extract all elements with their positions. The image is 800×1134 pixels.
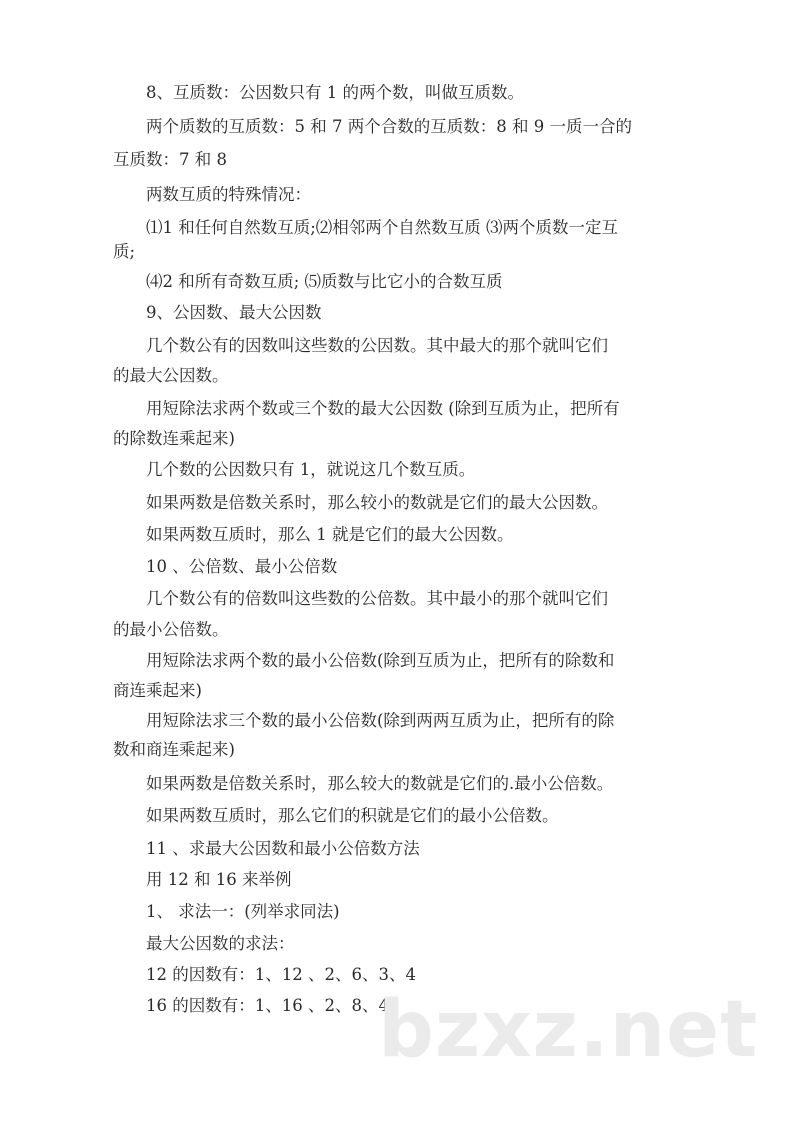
- text-line: 9、公因数、最大公因数: [146, 303, 322, 322]
- text-line: 如果两数是倍数关系时，那么较小的数就是它们的最大公因数。: [146, 493, 608, 512]
- text-line: 11 、求最大公因数和最小公倍数方法: [146, 839, 420, 858]
- text-line: 16 的因数有：1、16 、2、8、4: [146, 996, 389, 1015]
- text-line: 用 12 和 16 来举例: [146, 870, 292, 889]
- text-line: 几个数公有的倍数叫这些数的公倍数。其中最小的那个就叫它们: [146, 589, 608, 608]
- watermark: bzxz.net: [378, 985, 759, 1075]
- text-line: 用短除法求两个数的最小公倍数(除到互质为止，把所有的除数和: [146, 651, 615, 670]
- text-line: 互质数：7 和 8: [113, 150, 227, 169]
- text-line: 几个数公有的因数叫这些数的公因数。其中最大的那个就叫它们: [146, 336, 608, 355]
- text-line: 1、 求法一：(列举求同法): [146, 902, 340, 921]
- text-line: 质;: [113, 242, 136, 261]
- text-line: 用短除法求两个数或三个数的最大公因数 (除到互质为止，把所有: [146, 399, 620, 418]
- text-line: 8、互质数：公因数只有 1 的两个数，叫做互质数。: [146, 83, 524, 102]
- text-line: 用短除法求三个数的最小公倍数(除到两两互质为止，把所有的除: [146, 711, 615, 730]
- text-line: 最大公因数的求法：: [146, 934, 295, 953]
- text-line: 数和商连乘起来): [113, 740, 235, 759]
- text-line: 的除数连乘起来): [113, 429, 235, 448]
- text-line: 两数互质的特殊情况：: [146, 185, 311, 204]
- text-line: 12 的因数有：1、12 、2、6、3、4: [146, 965, 416, 984]
- text-line: 的最大公因数。: [113, 366, 229, 385]
- text-line: 10 、公倍数、最小公倍数: [146, 557, 338, 576]
- text-line: 商连乘起来): [113, 681, 202, 700]
- text-line: ⑷2 和所有奇数互质; ⑸质数与比它小的合数互质: [146, 272, 503, 291]
- text-line: 如果两数互质时，那么 1 就是它们的最大公因数。: [146, 525, 514, 544]
- text-line: ⑴1 和任何自然数互质;⑵相邻两个自然数互质 ⑶两个质数一定互: [146, 218, 619, 237]
- text-line: 几个数的公因数只有 1，就说这几个数互质。: [146, 460, 476, 479]
- text-line: 两个质数的互质数：5 和 7 两个合数的互质数：8 和 9 一质一合的: [146, 117, 632, 136]
- text-line: 的最小公倍数。: [113, 620, 229, 639]
- text-line: 如果两数互质时，那么它们的积就是它们的最小公倍数。: [146, 806, 559, 825]
- text-line: 如果两数是倍数关系时，那么较大的数就是它们的.最小公倍数。: [146, 774, 614, 793]
